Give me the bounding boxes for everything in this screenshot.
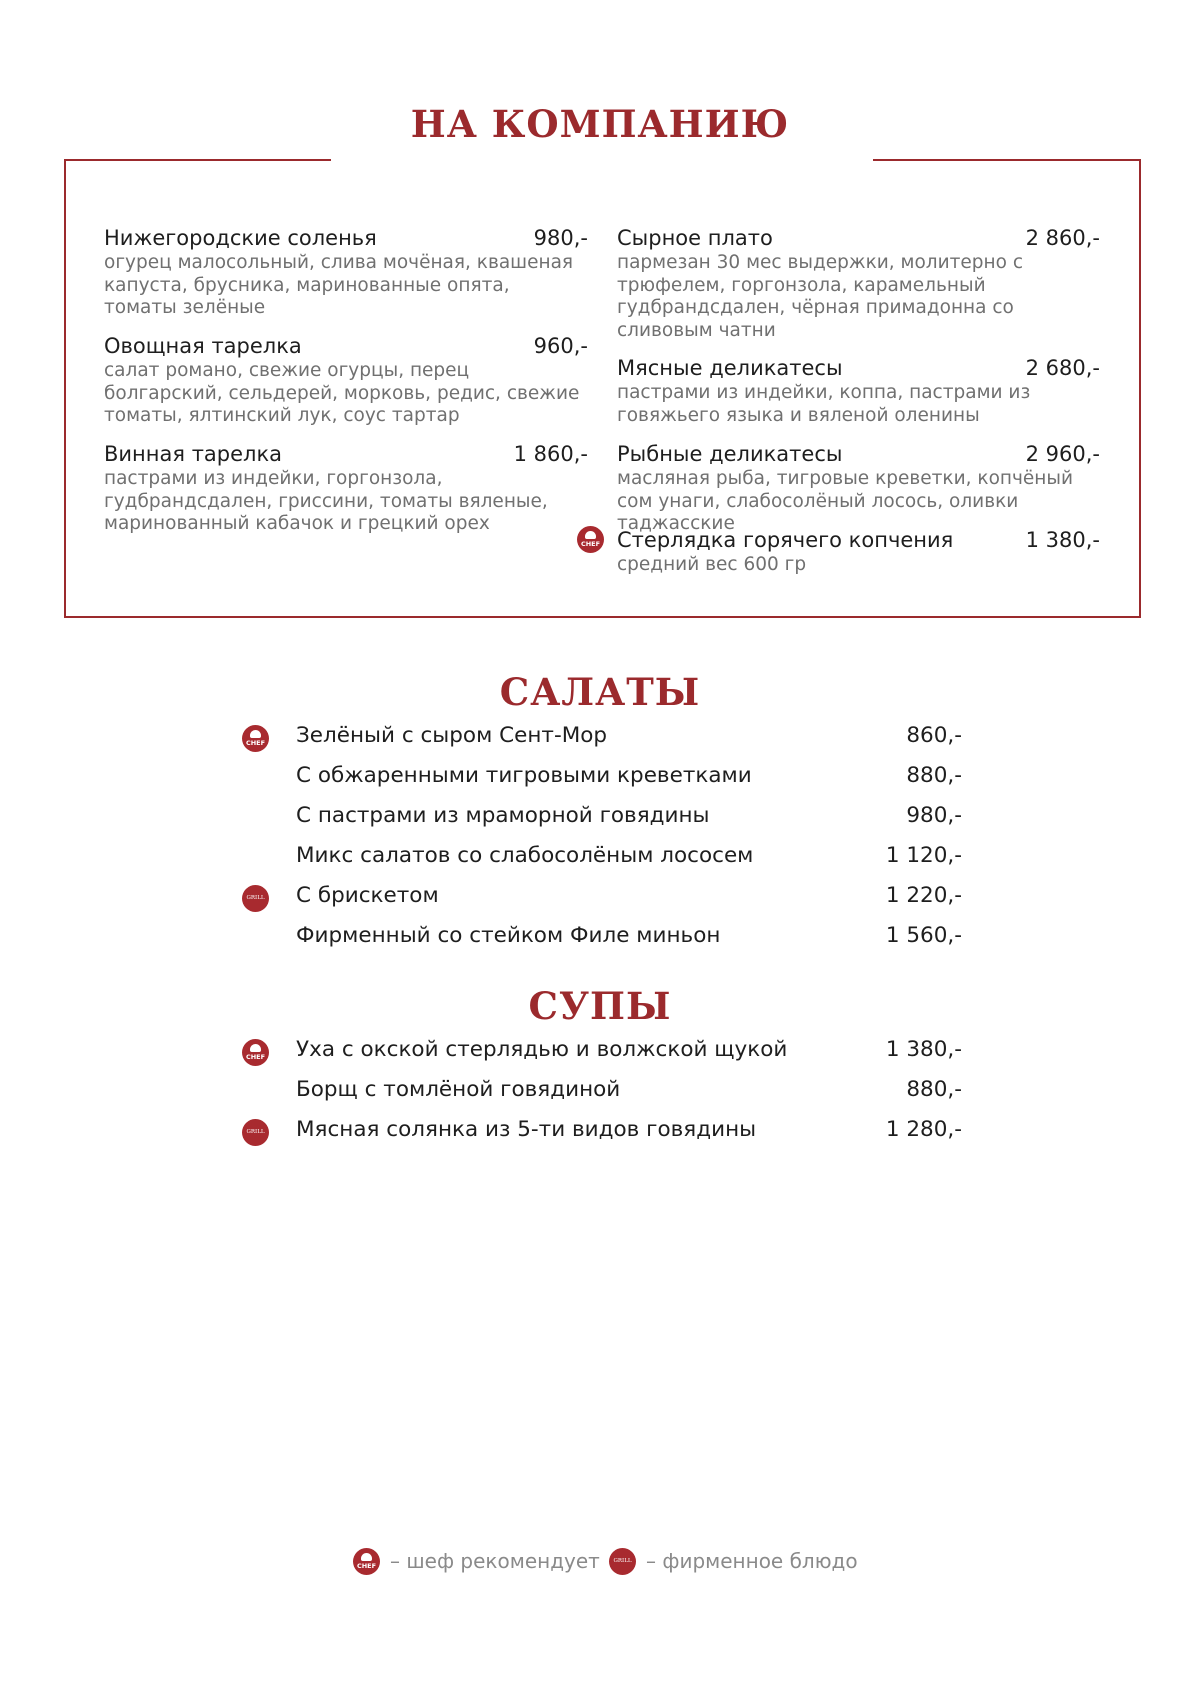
item-name: С брискетом <box>296 883 439 908</box>
item-price: 1 120,- <box>885 843 962 868</box>
grill-signature-icon: GRILL <box>242 1119 269 1146</box>
menu-item <box>617 354 1100 427</box>
item-description: пастрами из индейки, коппа, пастрами из говяжьего языка и вяленой оленины <box>617 382 1031 426</box>
section-title-company: НА КОМПАНИЮ <box>410 102 790 146</box>
grill-signature-icon: GRILL <box>242 885 269 912</box>
menu-row <box>296 1115 962 1145</box>
menu-item <box>104 332 588 428</box>
item-name: Овощная тарелка <box>104 334 302 358</box>
item-price: 980,- <box>906 803 962 828</box>
item-name: Зелёный с сыром Сент-Мор <box>296 723 608 748</box>
section-title-salads: САЛАТЫ <box>499 670 701 714</box>
item-price: 880,- <box>906 763 962 788</box>
item-name: Фирменный со стейком Филе миньон <box>296 923 721 948</box>
menu-row <box>296 1075 962 1105</box>
item-description: пастрами из индейки, горгонзола, гудбрандсдален, гриссини, томаты вяленые, маринованный кабачок и грецкий орех <box>104 468 548 534</box>
item-price: 1 380,- <box>885 1037 962 1062</box>
item-price: 1 220,- <box>885 883 962 908</box>
chef-recommends-icon: CHEF <box>242 725 269 752</box>
menu-row <box>296 841 962 871</box>
frame-top-left <box>64 159 331 161</box>
section-title-soups: СУПЫ <box>528 984 672 1028</box>
legend-grill-text: – фирменное блюдо <box>646 1549 858 1573</box>
item-description: пармезан 30 мес выдержки, молитерно с трюфелем, горгонзола, карамельный гудбрандсдален, чёрная примадонна со сливовым чатни <box>617 252 1024 341</box>
item-price: 2 860,- <box>1025 226 1100 250</box>
item-description: салат романо, свежие огурцы, перец болгарский, сельдерей, морковь, редис, свежие томаты, ялтинский лук, соус тартар <box>104 360 580 426</box>
item-name: Борщ с томлёной говядиной <box>296 1077 621 1102</box>
item-price: 1 560,- <box>885 923 962 948</box>
item-name: С пастрами из мраморной говядины <box>296 803 710 828</box>
item-description: масляная рыба, тигровые креветки, копчёный сом унаги, слабосолёный лосось, оливки таджасские <box>617 468 1074 534</box>
menu-row <box>296 921 962 951</box>
menu-row <box>296 761 962 791</box>
item-price: 1 380,- <box>1025 528 1100 552</box>
frame-bottom <box>64 616 1141 618</box>
frame-right <box>1139 159 1141 618</box>
item-price: 1 280,- <box>885 1117 962 1142</box>
item-name: Мясная солянка из 5-ти видов говядины <box>296 1117 757 1142</box>
menu-item <box>617 224 1100 342</box>
frame-top-right <box>873 159 1141 161</box>
menu-item <box>617 440 1100 536</box>
item-name: Нижегородские соленья <box>104 226 377 250</box>
legend-chef-text: – шеф рекомендует <box>390 1549 600 1573</box>
item-name: Рыбные деликатесы <box>617 442 843 466</box>
legend-grill-icon: GRILL <box>609 1548 636 1575</box>
item-price: 980,- <box>533 226 588 250</box>
item-name: Уха с окской стерлядью и волжской щукой <box>296 1037 788 1062</box>
menu-row <box>296 881 962 911</box>
chef-recommends-icon: CHEF <box>242 1039 269 1066</box>
item-name: С обжаренными тигровыми креветками <box>296 763 752 788</box>
item-price: 2 960,- <box>1025 442 1100 466</box>
menu-item <box>104 440 588 536</box>
frame-left <box>64 159 66 618</box>
menu-item <box>617 526 1100 577</box>
chef-recommends-icon: CHEF <box>577 526 604 553</box>
item-description: средний вес 600 гр <box>617 554 807 575</box>
item-name: Мясные деликатесы <box>617 356 843 380</box>
menu-row <box>296 801 962 831</box>
item-name: Винная тарелка <box>104 442 283 466</box>
item-price: 880,- <box>906 1077 962 1102</box>
item-price: 860,- <box>906 723 962 748</box>
item-price: 1 860,- <box>513 442 588 466</box>
item-name: Сырное плато <box>617 226 773 250</box>
menu-item <box>104 224 588 320</box>
menu-row <box>296 1035 962 1065</box>
item-name: Микс салатов со слабосолёным лососем <box>296 843 754 868</box>
item-price: 960,- <box>533 334 588 358</box>
legend-chef-icon: CHEF <box>353 1548 380 1575</box>
item-description: огурец малосольный, слива мочёная, квашеная капуста, брусника, маринованные опята, томаты зелёные <box>104 252 574 318</box>
menu-row <box>296 721 962 751</box>
item-price: 2 680,- <box>1025 356 1100 380</box>
item-name: Стерлядка горячего копчения <box>617 528 954 552</box>
